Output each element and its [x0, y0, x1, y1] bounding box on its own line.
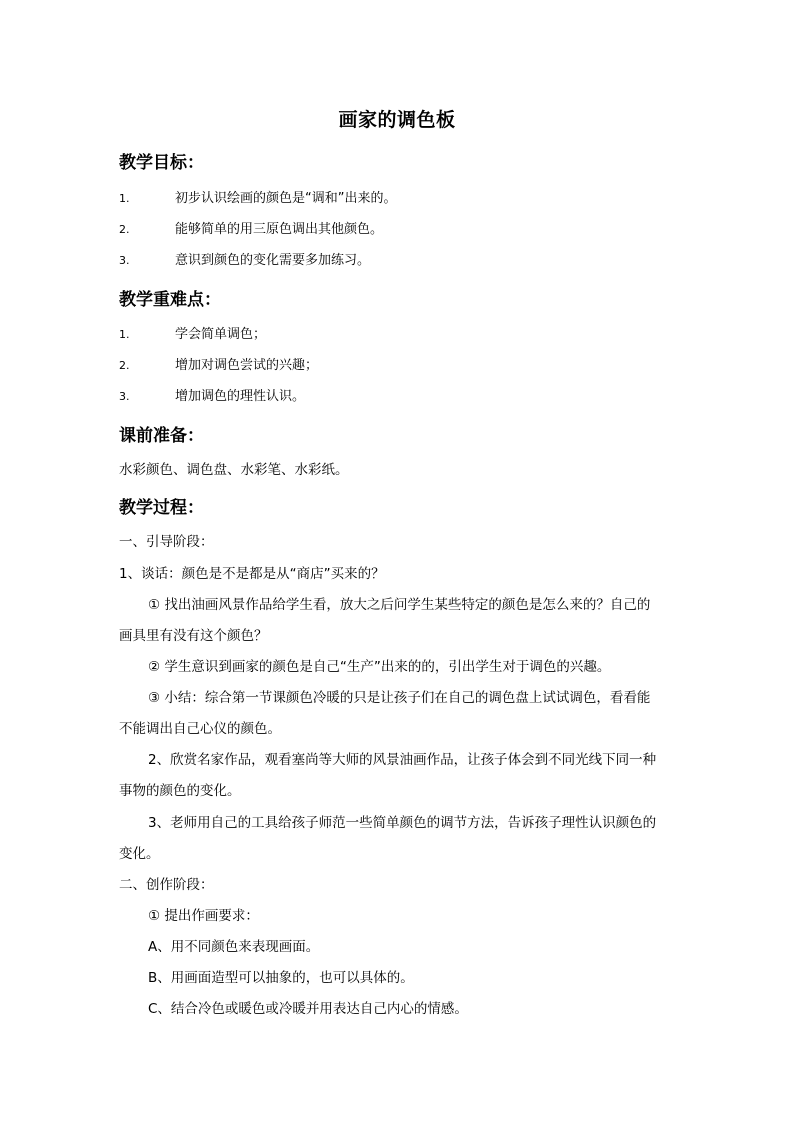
- process-line: C、结合冷色或暖色或冷暖并用表达自己内心的情感。: [148, 1001, 468, 1017]
- process-line: 变化。: [119, 846, 160, 862]
- goal-item: [119, 187, 396, 206]
- goal-item-number: 1.: [119, 192, 130, 205]
- goal-item-text: 能够简单的用三原色调出其他颜色。: [175, 222, 384, 237]
- key-point-number: 2.: [119, 359, 130, 372]
- goal-item-text: 初步认识绘画的颜色是“调和”出来的。: [175, 191, 397, 206]
- process-line: A、用不同颜色来表现画面。: [148, 939, 320, 955]
- key-point-number: 3.: [119, 390, 130, 403]
- key-point-text: 增加对调色尝试的兴趣；: [175, 358, 319, 373]
- key-point-text: 增加调色的理性认识。: [175, 389, 306, 404]
- process-line: 事物的颜色的变化。: [119, 783, 241, 799]
- goal-item: [119, 218, 383, 237]
- heading-teaching-process: 教学过程：: [119, 498, 204, 518]
- key-point-number: 1.: [119, 328, 130, 341]
- heading-teaching-goals: 教学目标：: [119, 153, 204, 173]
- heading-key-points: 教学重难点：: [119, 290, 221, 310]
- process-line: 二、创作阶段：: [119, 877, 214, 893]
- goal-item-number: 3.: [119, 254, 130, 267]
- key-point-item: [119, 354, 318, 373]
- preparation-text: 水彩颜色、调色盘、水彩笔、水彩纸。: [119, 462, 349, 478]
- process-line: ① 提出作画要求：: [148, 908, 259, 924]
- process-line: 画具里有没有这个颜色？: [119, 628, 268, 644]
- process-line: 1、谈话：颜色是不是都是从“商店”买来的？: [119, 566, 385, 582]
- goal-item: [119, 249, 370, 268]
- process-line: B、用画面造型可以抽象的，也可以具体的。: [148, 970, 414, 986]
- process-line: ① 找出油画风景作品给学生看，放大之后问学生某些特定的颜色是怎么来的？自己的: [148, 597, 651, 613]
- goal-item-text: 意识到颜色的变化需要多加练习。: [175, 253, 371, 268]
- document-title: 画家的调色板: [338, 109, 456, 131]
- process-line: 2、欣赏名家作品，观看塞尚等大师的风景油画作品，让孩子体会到不同光线下同一种: [148, 752, 657, 768]
- key-point-item: [119, 323, 266, 342]
- heading-preparation: 课前准备：: [119, 426, 204, 446]
- key-point-text: 学会简单调色；: [175, 327, 267, 342]
- process-line: 3、老师用自己的工具给孩子师范一些简单颜色的调节方法，告诉孩子理性认识颜色的: [148, 815, 657, 831]
- goal-item-number: 2.: [119, 223, 130, 236]
- process-line: 不能调出自己心仪的颜色。: [119, 721, 281, 737]
- process-line: ② 学生意识到画家的颜色是自己“生产”出来的的，引出学生对于调色的兴趣。: [148, 659, 611, 675]
- process-line: 一、引导阶段：: [119, 534, 214, 550]
- key-point-item: [119, 385, 305, 404]
- process-line: ③ 小结：综合第一节课颜色冷暖的只是让孩子们在自己的调色盘上试试调色，看看能: [148, 690, 651, 706]
